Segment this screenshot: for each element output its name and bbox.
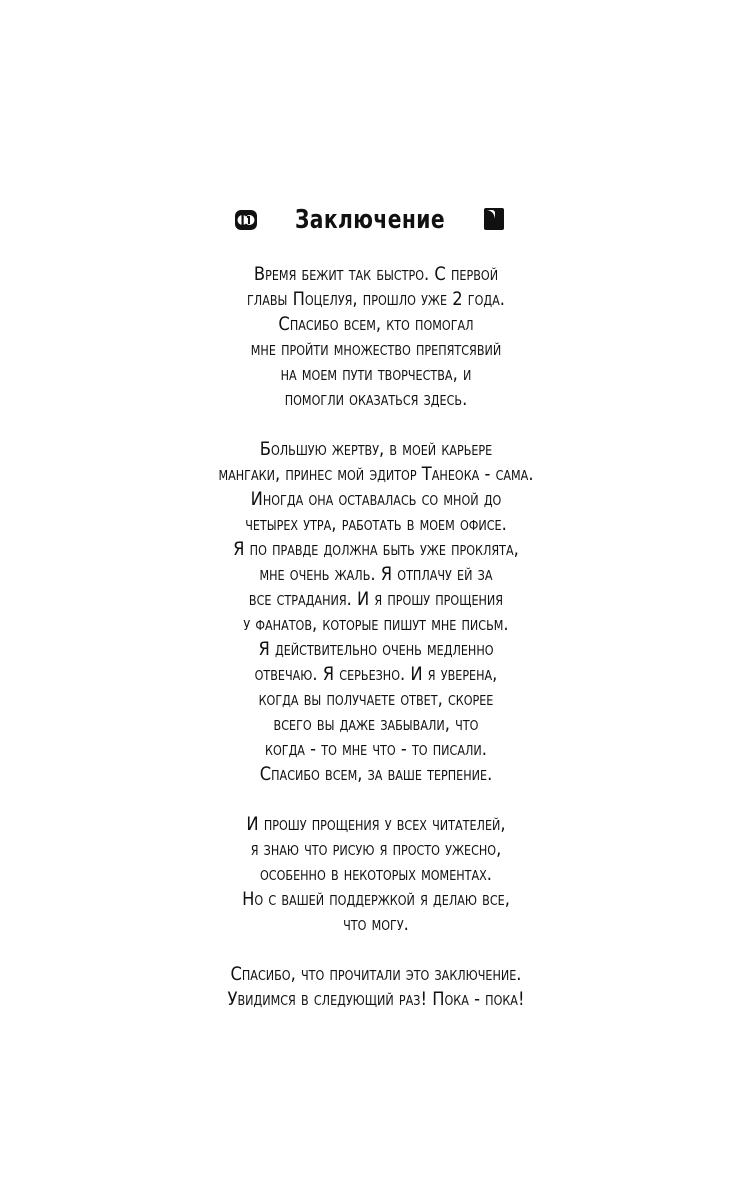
text-line: что могу. [343,913,409,935]
text-line: мне пройти множество препятсявий [250,338,502,360]
text-line: когда вы получаете ответ, скорее [258,688,494,710]
text-line: всего вы даже забывали, что [273,713,479,735]
text-line: все страдания. И я прошу прощения [248,588,504,610]
text-line: у фанатов, которые пишут мне письм. [243,613,509,635]
text-line: Спасибо, что прочитали это заключение. [230,963,522,985]
text-line: Увидимся в следующий раз! Пока - пока! [227,988,525,1010]
text-line: мне очень жаль. Я отплачу ей за [259,563,493,585]
text-line: когда - то мне что - то писали. [265,738,487,760]
ticket-corner-icon [482,206,506,232]
text-line: Иногда она оставалась со мной до [250,488,502,510]
text-line: особенно в некоторых моментах. [259,863,493,885]
text-line: четырех утра, работать в моем офисе. [245,513,507,535]
text-line: помогли оказаться здесь. [284,388,468,410]
paragraph-4 [0,962,752,1012]
text-line: на моем пути творчества, и [280,363,472,385]
text-line: отвечаю. Я серьезно. И я уверена, [254,663,498,685]
text-line: главы Поцелуя, прошло уже 2 года. [246,288,505,310]
text-line: Спасибо всем, за ваше терпение. [259,763,493,785]
page-title: Заключение [295,205,445,235]
text-line: Спасибо всем, кто помогал [278,313,474,335]
text-line: И прошу прощения у всех читателей, [246,813,506,835]
afterword-text [0,262,752,1037]
paragraph-3 [0,812,752,937]
paragraph-1 [0,262,752,412]
text-line: я знаю что рисую я просто ужесно, [250,838,502,860]
text-line: Я по правде должна быть уже проклята, [233,538,519,560]
text-line: мангаки, принес мой эдитор Танеока - сама. [218,463,534,485]
text-line: Большую жертву, в моей карьере [259,438,493,460]
header [0,200,752,240]
text-line: Но с вашей поддержкой я делаю все, [242,888,510,910]
text-line: Я действительно очень медленно [258,638,494,660]
kiss-logo-icon [234,209,258,231]
text-line: Время бежит так быстро. С первой [253,263,499,285]
paragraph-2 [0,437,752,787]
